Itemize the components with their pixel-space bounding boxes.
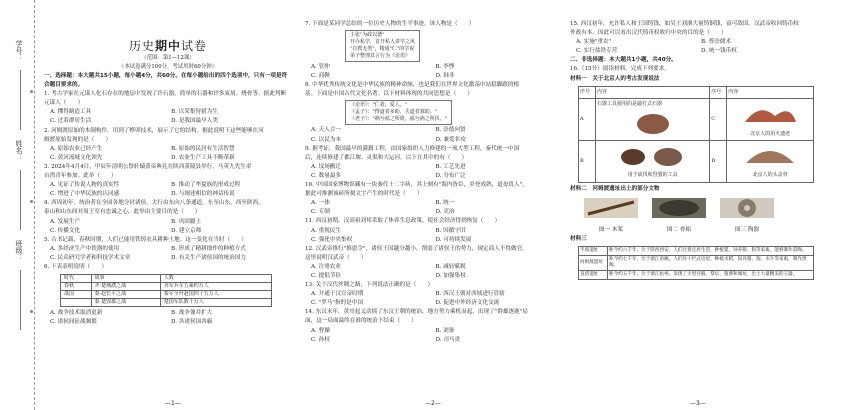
image-caption: 北京人的用火遗迹 [750,130,791,137]
fire-remains-image [740,102,800,128]
page-number: —2— [425,400,441,407]
table-row [61,299,272,307]
title-tail: 试卷 [181,39,208,53]
table-cell: 楚国军队数十万人 [160,299,271,307]
option: A. 天人合一 [311,127,341,134]
option: B. 战争兼并扩大 [171,310,213,317]
option: A. 懂得制造工具 [50,109,92,116]
question-stem: 12. 汉武帝推行"推恩令"，诸侯王国越分越小，削弱了诸侯王的势力，规定商人不得做官。 [305,245,528,252]
question-stem: 6. 下表表明说明（ ） [44,263,108,270]
option: A. 发展生产 [50,218,80,225]
column-2 [305,20,560,345]
table-head-cell: 人数 [160,275,271,283]
table-row [61,291,272,299]
option: B. 西汉王朝对西域进行管辖 [435,291,505,298]
table-cell: 齐军兵车五乘约万人 [160,283,271,291]
question-stem: 15. 西汉初年，允许私人和王国铸钱，如吴王刘濞大量铸铜钱，富可敌国。汉武帝收回铸币权 [570,21,799,27]
question-stem-cont: 面，这一局面最终在谁的统治下结束（ ） [305,318,417,325]
question-16-stem: 16.（15分）阅读材料，完成下列要求。 [570,66,670,73]
question-options [44,145,292,163]
table-cell: 齐·楚城濮之战 [91,283,160,291]
question-options [305,263,560,281]
question-stem-cont: 姆渡原始发现的是（ ） [44,136,112,143]
option: C. 专制 [311,209,330,216]
question-options [305,290,560,308]
table-cell: 秦·赵长平之战 [91,291,160,299]
binding-hole [30,200,33,203]
question-stem: 3. 2024年4月4日，甲辰年清明公祭轩辕黄帝典礼在陕西黄陵县举行。马英九先生率 [44,163,252,170]
option: C. 强化中央集权 [311,236,353,243]
question-stem: 7. 下面是某同学总结的一位历史人物的生平事迹。该人物是（ ） [305,21,475,27]
material-2-images [580,194,826,235]
option: B. 以采集狩猎为生 [171,109,218,116]
option: C. 过着群居生活 [50,118,92,125]
table-cell: C [710,98,727,140]
divider-line [20,70,21,130]
option: A. 原始农业已经产生 [50,145,103,152]
option: B. 减轻赋税 [435,263,466,270]
option: B. 原始的民居有生活智慧 [171,145,235,152]
question-list [570,20,826,56]
quote-box [345,30,420,62]
artifact-figure [648,194,710,235]
table-cell [727,140,814,182]
student-id-label: 学号： [15,40,23,61]
question-options [305,126,560,144]
option: C. 孙权 [311,336,330,343]
table-cell: 战国 [61,291,92,299]
option: D. 是我国最早人类 [171,118,218,125]
title-term: 期中 [154,39,181,53]
table-head-cell: 序号 [710,86,727,98]
question-stem-cont: 这里说明汉武帝（ ） [305,254,367,261]
question-stem: 1. 考古学家在元谋人化石存在的地层中发现了许石器，简单的石器和许多炭屑、烧骨等。据此判断 [44,91,287,98]
option: C. 以民为本 [311,136,342,143]
material-1-table [578,86,814,183]
table-row [579,271,814,280]
option: C. 民众研究学者和科技学术文章 [50,254,131,261]
quote-line: 开办私学，首开私人讲学之风 [350,39,416,46]
question-options [305,163,560,181]
question-options [305,327,560,345]
question-options [305,227,560,245]
option: B. 统一 [435,200,455,207]
option: B. 巩固疆土 [171,218,202,225]
option: D. 加强集权 [435,272,466,279]
option: A. 坟场搬迁 [311,163,341,170]
table-cell: A [579,98,596,140]
page-number: —3— [690,400,706,407]
question-stem: 4. 西周初年，统治者在全国各地分封诸侯，大行由东向八条通道。东至山东，西至陕西， [44,200,264,207]
question-options [44,309,292,327]
option: B. 因循守旧 [435,227,466,234]
artifact-figure [580,194,642,235]
option: B. 刘备 [435,327,455,334]
table-head-cell: 内容 [727,86,814,98]
table-cell [727,98,814,140]
question-stem-cont: 元谋人（ ） [44,100,84,107]
divider-line [20,170,21,230]
image-caption: 图一 木桨 [598,227,624,234]
option: D. 司马炎 [435,336,461,343]
quote-line: 主张"为政以德" [350,32,385,39]
option: D. 农业生产工具不断革新 [171,154,235,161]
option: B. 尊崇儒术 [701,39,732,46]
class-label: 班级： [15,240,23,261]
option: A. 战争技术取消更新 [50,310,103,317]
table-cell: 春秋 [61,283,92,291]
question-options [44,181,292,199]
option: C. 传播文化 [50,227,81,234]
option: C. 诸侯间征战频繁 [50,319,97,326]
material-3-heading: 材料三 [570,236,587,243]
option: D. 有关生产诸侯国的统治国力 [171,254,246,261]
table-cell: B [579,140,596,182]
question-stem: 10. 中国国家博物馆藏有一块秦代十二字砖，其上刻有"海内皆臣，岁登成熟，道毋饥人"。 [305,182,528,189]
image-caption: 图三 陶器 [734,227,760,234]
table-cell: 秦军全歼赵国四十五万人 [160,291,271,299]
option: C. 黄河流域文化领先 [50,154,103,161]
binding-hole [30,310,33,313]
material-1-heading: 材料一 关于北京人的考古发现说法 [570,75,660,82]
question-options [305,199,560,217]
option: D. 分布广泛 [435,172,466,179]
paddle-image [580,194,642,222]
question-stem: 14. 东汉末年，黄巾起义动摇了东汉王朝的统治，地方势力乘机而起，出现了"群雄逐鹿"局 [305,309,528,316]
question-options [44,218,292,236]
question-stem: 2. 河姆渡原始的木制构件，用到了榫卯技术，展示了它的结构。据此说明下这些能够在河 [44,127,264,134]
question-options [44,108,292,126]
column-3 [570,20,826,280]
page-number: —1— [165,400,181,407]
question-stem-cont: 外政有本。因此可以看出汉代铸币权收归中央的目的是（ ） [570,30,727,37]
question-stem-cont: 泰山和山东间对周王室有忠诚之心，此举由主要目的是（ ） [44,209,201,216]
option: D. 建立京师 [171,227,202,234]
exam-title [44,38,292,54]
image-caption: 用于砍伐和狩猎的工具 [627,171,678,178]
table-row [579,98,814,140]
table-cell [61,299,92,307]
option: C. 提倡节俭 [311,272,342,279]
option: A. 开通于汉宣帝时期 [311,291,364,298]
table-cell: 半坡遗址 [579,247,608,256]
question-options [44,245,292,263]
option: A. 曹操 [311,327,330,334]
bone-tool-image [648,194,710,222]
stone-tool-image [633,111,673,137]
question-stem-cont: 后，连续修建了都江堰、灵渠和大运河。以下在其中的有（ ） [305,154,468,161]
option: A. 管仲 [311,64,330,71]
table-cell-text: 石器工具使用的是敲打式石器 [597,100,663,107]
option: C. 实行盐铁专营 [576,48,618,55]
question-stem: 9. 据考证，我国最早的灌溉工程，由国家组织人力修建的一项大型工程，秦代统一中国 [305,145,520,152]
exam-range: （范围：第1—12课） [141,55,195,61]
title-subject: 历史 [128,39,155,53]
question-list [305,20,560,345]
option: B. 崇德向贤 [435,127,466,134]
option: A. 多经济生产中铁器的使用 [50,245,120,252]
table-cell: 距今约六千年，位于陕西西安。人们过着定居生活，种植粟，饲养猪、狗等家畜。能够制作彩陶。 [608,247,814,256]
option: B. 形成了精耕细作的种植方式 [171,245,246,252]
table-cell: D [710,140,727,182]
option: B. 推动了华夏族的形成过程 [171,182,241,189]
material-2-heading: 材料二 河姆渡遗址出土的部分文物 [570,185,660,192]
option: D. 兼爱非攻 [435,136,466,143]
option: D. 韩非 [435,73,455,80]
option: A. 实施"重农" [576,39,612,46]
table-cell: 距今约五千年，位于浙江杭州。发现了大型宫殿、祭坛、墓葬和城址，出土大量精美的玉器。 [608,271,814,280]
section-1-heading: 一、选择题：本大题共15小题，每小题4分，共60分。在每小题给出的四个选项中，只有一项是符合题目要求的。 [44,73,288,89]
artifact-figure [716,194,778,235]
question-stem-cont: 台湾青年参加。此举（ ） [44,173,117,180]
option: C. "罗马"指的是中国 [311,300,363,307]
quote-line: "有教无类"，精通"仁"的学说 [350,46,415,53]
section-2-heading: 二、非选择题：本大题共1小题，共40分。 [570,57,677,64]
table-header-row [61,275,272,283]
material-3-table [578,246,814,280]
question-stem: 13. 关于汉代丝绸之路，下列说法正确的是（ ） [305,282,434,289]
table-row [579,247,814,256]
table-head-cell: 战事 [91,275,160,283]
skull-image [740,145,800,169]
question-options [305,63,560,81]
option: B. 工艺先进 [435,163,466,170]
pottery-image [716,194,778,222]
binding-hole [30,90,33,93]
table-row [579,256,814,271]
option: D. 各诸侯国各霸 [171,319,213,326]
image-caption: 图二 骨耜 [666,227,692,234]
table-cell: 河姆渡遗址 [579,256,608,271]
option: D. 吏治 [435,209,455,216]
option: A. 一体 [311,200,330,207]
option: C. 数量最多 [311,172,342,179]
table-cell [596,98,710,140]
stone-tools-image [613,145,693,169]
question-stem-cont: 基。下面是中国古代文化名著。以下材料体现的共同思想是（ ） [305,91,473,98]
option: C. 增进了中华民族的认同感 [50,191,120,198]
option: D. 可持续发展 [435,236,472,243]
image-caption: 北京人的头盖骨 [752,171,788,178]
question-stem: 11. 西汉初期，汉高祖刘邦采取了休养生息政策，使社会经济得到恢复（ ） [305,218,501,225]
question-stem-cont: 据此可推测该砖所刻文字产生的时代是（ ） [305,191,423,198]
name-label: 姓名： [15,140,23,161]
option: A. 见证了传说人物的真实性 [50,182,120,189]
question-list [44,90,292,327]
quote-line: 《老子》："祸兮福之所倚，福兮祸之所伏。" [350,116,448,123]
column-1 [44,20,292,327]
option: C. 商鞅 [311,73,330,80]
binding-margin [0,0,35,410]
exam-notice: （本试卷满分100分，考试用时60分钟） [118,64,217,70]
quote-line: 《孟子》："得道者多助，失道者寡助。" [350,109,438,116]
table-cell: 良渚遗址 [579,271,608,280]
option: A. 重视民生 [311,227,341,234]
divider-line [20,270,21,330]
table-head-cell: 序号 [579,86,596,98]
option: A. 注重农业 [311,263,341,270]
option: D. 与阐述相信的神话传说 [171,191,235,198]
table-row [579,140,814,182]
quote-line: 弟子整理其言行为《论语》 [350,53,411,60]
table-cell: 距今约七千年，位于浙江余姚。人们住干栏式房屋，种植水稻，饲养猪、狗、水牛等家畜，制作黑陶。 [608,256,814,271]
question-stem: 5. 古书记载，春秋时期，人们已能用铁铸农具耕种土地。这一变化在当时（ ） [44,236,247,243]
table-head-cell: 时代 [61,275,92,283]
question-stem: 8. 中华优秀传统文化是中华民族的精神命脉，也是我们在世界文化激荡中站稳脚跟的根 [305,82,520,89]
quote-box [345,100,452,125]
question-6-table [60,274,272,307]
table-header-row [579,86,814,98]
table-cell: 秦·楚郢都之战 [91,299,160,307]
table-row [61,283,272,291]
option: B. 李悝 [435,64,455,71]
option: D. 促进中外经济文化交流 [435,300,500,307]
option: D. 统一钱币权 [701,48,737,55]
table-cell [596,140,710,182]
quote-line: 《论语》："仁者，爱人。" [350,102,408,109]
table-head-cell: 内容 [596,86,710,98]
question-options [570,38,826,56]
